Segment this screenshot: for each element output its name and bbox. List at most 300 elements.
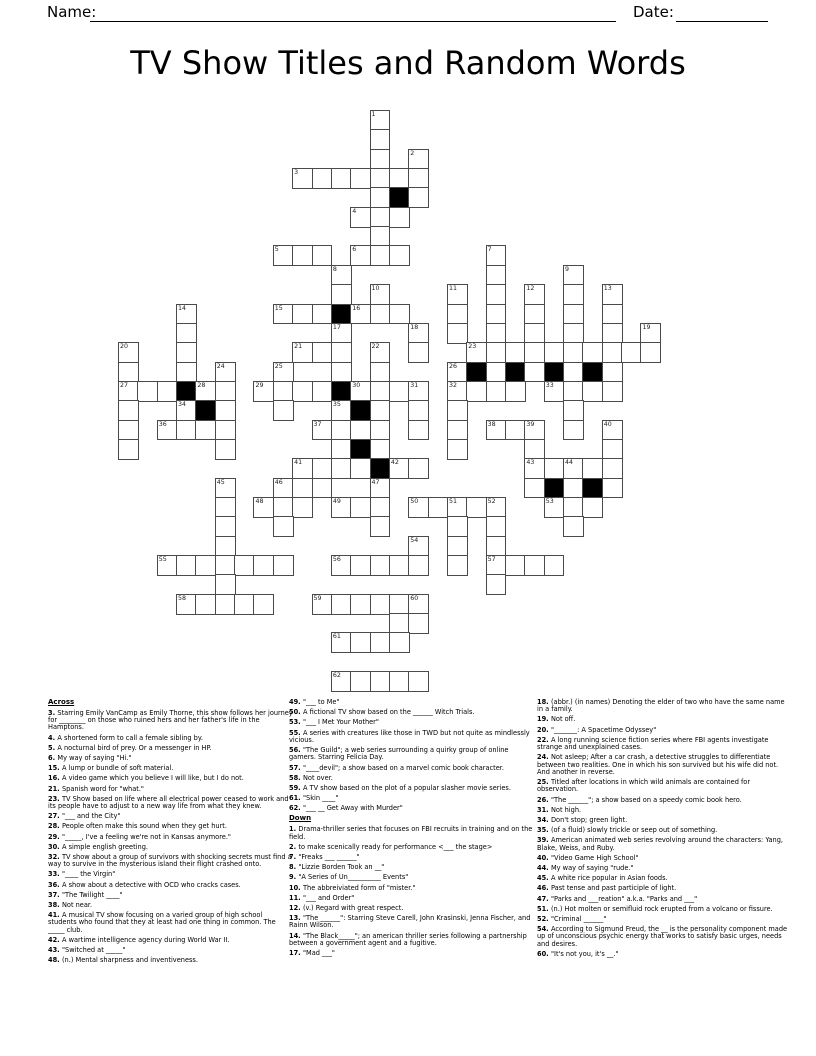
grid-cell[interactable] [389, 632, 410, 653]
down-clues-list-1 [289, 826, 533, 957]
grid-cell[interactable] [466, 381, 487, 402]
grid-cell[interactable] [176, 555, 197, 576]
cell-number: 6 [352, 246, 357, 254]
grid-cell[interactable] [486, 420, 507, 441]
cell-number: 3 [294, 169, 299, 177]
grid-cell[interactable] [350, 381, 371, 402]
grid-cell[interactable] [563, 265, 584, 286]
across-clues-list-2 [289, 699, 533, 813]
grid-cell[interactable] [331, 400, 352, 421]
grid-cell[interactable] [408, 420, 429, 441]
grid-cell[interactable] [563, 478, 584, 499]
cell-number: 27 [120, 381, 129, 389]
grid-cell[interactable] [350, 207, 371, 228]
grid-cell[interactable] [524, 323, 545, 344]
down-clue-34: 34. Don't stop; green light. [537, 815, 628, 824]
grid-cell[interactable] [408, 168, 429, 189]
grid-cell[interactable] [447, 304, 468, 325]
cell-number: 22 [371, 343, 380, 351]
grid-cell[interactable] [640, 323, 661, 344]
cell-number: 25 [274, 362, 283, 370]
grid-cell[interactable] [118, 381, 139, 402]
grid-cell[interactable] [408, 555, 429, 576]
grid-cell[interactable] [176, 323, 197, 344]
grid-cell[interactable] [447, 323, 468, 344]
grid-cell[interactable] [370, 187, 391, 208]
cell-number: 14 [178, 304, 187, 312]
grid-cell[interactable] [157, 420, 178, 441]
grid-cell[interactable] [118, 400, 139, 421]
grid-cell[interactable] [350, 555, 371, 576]
grid-cell[interactable] [602, 381, 623, 402]
grid-cell[interactable] [544, 458, 565, 479]
grid-cell[interactable] [215, 594, 236, 615]
grid-cell[interactable] [253, 497, 274, 518]
grid-cell[interactable] [370, 226, 391, 247]
grid-cell[interactable] [370, 478, 391, 499]
grid-cell[interactable] [428, 497, 449, 518]
grid-cell[interactable] [331, 594, 352, 615]
grid-cell[interactable] [621, 342, 642, 363]
grid-cell[interactable] [234, 555, 255, 576]
grid-cell[interactable] [331, 632, 352, 653]
across-clue-5: 5. A nocturnal bird of prey. Or a messenger in HP. [48, 743, 212, 752]
grid-cell[interactable] [486, 574, 507, 595]
across-clue-32: 32. TV show about a group of survivors with shocking secrets must find a way to survive in the mysterious island their flight crashed onto. [48, 852, 292, 869]
grid-cell[interactable] [176, 362, 197, 383]
grid-cell[interactable] [312, 420, 333, 441]
grid-cell-black [370, 458, 391, 479]
grid-cell[interactable] [524, 439, 545, 460]
grid-cell[interactable] [137, 381, 158, 402]
grid-cell-black [350, 439, 371, 460]
grid-cell[interactable] [176, 304, 197, 325]
down-clue-24: 24. Not asleep; After a car crash, a detective struggles to differentiate between two realities. One in which his son survived but his wife did not. And another in reverse. [537, 753, 779, 776]
cell-number: 59 [313, 594, 322, 602]
grid-cell[interactable] [447, 439, 468, 460]
grid-cell[interactable] [447, 420, 468, 441]
grid-cell[interactable] [215, 555, 236, 576]
grid-cell[interactable] [215, 497, 236, 518]
grid-cell[interactable] [195, 381, 216, 402]
grid-cell[interactable] [408, 594, 429, 615]
grid-cell[interactable] [331, 168, 352, 189]
grid-cell[interactable] [331, 671, 352, 692]
grid-cell[interactable] [447, 516, 468, 537]
grid-cell[interactable] [486, 516, 507, 537]
grid-cell[interactable] [408, 149, 429, 170]
grid-cell[interactable] [273, 400, 294, 421]
grid-cell[interactable] [312, 168, 333, 189]
grid-cell[interactable] [408, 400, 429, 421]
grid-cell[interactable] [524, 284, 545, 305]
grid-cell[interactable] [292, 168, 313, 189]
grid-cell[interactable] [215, 439, 236, 460]
cell-number: 23 [468, 343, 477, 351]
grid-cell[interactable] [602, 439, 623, 460]
grid-cell[interactable] [350, 671, 371, 692]
grid-cell[interactable] [602, 342, 623, 363]
across-clue-33: 33. "____ the Virgin" [48, 870, 116, 879]
down-clue-7: 7. "Freaks ___ ______" [289, 852, 360, 861]
down-clue-52: 52. "Criminal ______" [537, 914, 607, 923]
grid-cell[interactable] [350, 420, 371, 441]
grid-cell[interactable] [563, 497, 584, 518]
grid-cell[interactable] [215, 420, 236, 441]
grid-cell[interactable] [176, 594, 197, 615]
down-clue-19: 19. Not off. [537, 715, 576, 724]
grid-cell[interactable] [486, 342, 507, 363]
cell-number: 10 [371, 285, 380, 293]
across-clue-15: 15. A lump or bundle of soft material. [48, 764, 174, 773]
grid-cell[interactable] [524, 478, 545, 499]
cell-number: 12 [526, 285, 535, 293]
across-clue-48: 48. (n.) Mental sharpness and inventiveness. [48, 956, 198, 965]
grid-cell[interactable] [408, 323, 429, 344]
grid-cell[interactable] [582, 342, 603, 363]
grid-cell[interactable] [273, 478, 294, 499]
grid-cell[interactable] [312, 381, 333, 402]
grid-cell[interactable] [118, 420, 139, 441]
grid-cell[interactable] [370, 110, 391, 131]
grid-cell[interactable] [563, 400, 584, 421]
cell-number: 8 [332, 265, 337, 273]
down-clue-39: 39. American animated web series revolving around the characters: Yang, Blake, Weiss, and Ruby. [537, 836, 783, 852]
grid-cell[interactable] [370, 168, 391, 189]
cell-number: 39 [526, 420, 535, 428]
grid-cell[interactable] [602, 478, 623, 499]
grid-cell[interactable] [350, 594, 371, 615]
grid-cell[interactable] [118, 439, 139, 460]
grid-cell[interactable] [273, 555, 294, 576]
grid-cell[interactable] [273, 516, 294, 537]
grid-cell[interactable] [486, 536, 507, 557]
grid-cell[interactable] [195, 594, 216, 615]
grid-cell[interactable] [370, 284, 391, 305]
grid-cell[interactable] [253, 381, 274, 402]
cell-number: 11 [448, 285, 457, 293]
grid-cell[interactable] [331, 439, 352, 460]
grid-cell[interactable] [370, 439, 391, 460]
grid-cell[interactable] [389, 555, 410, 576]
grid-cell[interactable] [486, 245, 507, 266]
grid-cell[interactable] [215, 400, 236, 421]
grid-cell[interactable] [447, 284, 468, 305]
grid-cell[interactable] [312, 594, 333, 615]
across-clue-61: 61. "Skin ____" [289, 794, 339, 803]
grid-cell[interactable] [234, 594, 255, 615]
cell-number: 26 [448, 362, 457, 370]
grid-cell[interactable] [544, 555, 565, 576]
down-clue-8: 8. "Lizzie Borden Took an __" [289, 863, 385, 872]
grid-cell[interactable] [486, 284, 507, 305]
grid-cell[interactable] [370, 516, 391, 537]
grid-cell[interactable] [563, 420, 584, 441]
grid-cell[interactable] [408, 536, 429, 557]
grid-cell[interactable] [602, 304, 623, 325]
cell-number: 15 [274, 304, 283, 312]
cell-number: 24 [216, 362, 225, 370]
grid-cell[interactable] [408, 497, 429, 518]
grid-cell[interactable] [602, 458, 623, 479]
across-clue-49: 49. "___ to Me" [289, 698, 340, 706]
grid-cell[interactable] [408, 187, 429, 208]
grid-cell[interactable] [350, 497, 371, 518]
grid-cell[interactable] [370, 207, 391, 228]
grid-cell[interactable] [312, 458, 333, 479]
grid-cell[interactable] [466, 497, 487, 518]
across-clue-23: 23. TV Show based on life where all electrical power ceased to work and its people have to adjust to a new way life from what they knew. [48, 794, 289, 810]
grid-cell[interactable] [505, 381, 526, 402]
grid-cell[interactable] [544, 381, 565, 402]
cell-number: 30 [352, 381, 361, 389]
cell-number: 43 [526, 459, 535, 467]
grid-cell[interactable] [350, 458, 371, 479]
grid-cell[interactable] [447, 400, 468, 421]
down-clue-14: 14. "The Black_____"; an american thriller series following a partnership between a government agent and a fugitive. [289, 931, 527, 947]
grid-cell[interactable] [544, 342, 565, 363]
grid-cell[interactable] [331, 323, 352, 344]
grid-cell[interactable] [312, 245, 333, 266]
grid-cell[interactable] [370, 129, 391, 150]
grid-cell[interactable] [370, 594, 391, 615]
cell-number: 57 [487, 556, 496, 564]
grid-cell[interactable] [408, 671, 429, 692]
grid-cell[interactable] [563, 362, 584, 383]
grid-cell[interactable] [640, 342, 661, 363]
grid-cell[interactable] [273, 362, 294, 383]
cell-number: 31 [410, 381, 419, 389]
grid-cell[interactable] [370, 671, 391, 692]
grid-cell[interactable] [331, 458, 352, 479]
grid-cell[interactable] [408, 342, 429, 363]
cell-number: 5 [274, 246, 279, 254]
cell-number: 42 [390, 459, 399, 467]
grid-cell[interactable] [292, 342, 313, 363]
grid-cell[interactable] [389, 613, 410, 634]
grid-cell[interactable] [292, 245, 313, 266]
grid-cell-black [544, 478, 565, 499]
grid-cell[interactable] [215, 381, 236, 402]
down-clue-17: 17. "Mad ___" [289, 949, 335, 958]
grid-cell[interactable] [447, 362, 468, 383]
grid-cell[interactable] [215, 516, 236, 537]
grid-cell[interactable] [370, 304, 391, 325]
grid-cell[interactable] [370, 420, 391, 441]
cell-number: 46 [274, 478, 283, 486]
grid-cell-black [350, 400, 371, 421]
grid-cell[interactable] [524, 555, 545, 576]
grid-cell[interactable] [331, 362, 352, 383]
grid-cell[interactable] [524, 458, 545, 479]
grid-cell[interactable] [486, 555, 507, 576]
grid-cell[interactable] [466, 342, 487, 363]
grid-cell[interactable] [370, 149, 391, 170]
grid-cell[interactable] [563, 458, 584, 479]
grid-cell[interactable] [370, 555, 391, 576]
clues-column-down [537, 699, 790, 961]
grid-cell[interactable] [370, 362, 391, 383]
grid-cell[interactable] [602, 362, 623, 383]
name-label: Name: [47, 3, 97, 21]
grid-cell[interactable] [389, 381, 410, 402]
grid-cell[interactable] [602, 284, 623, 305]
grid-cell[interactable] [157, 555, 178, 576]
grid-cell[interactable] [176, 400, 197, 421]
grid-cell[interactable] [524, 304, 545, 325]
grid-cell[interactable] [350, 168, 371, 189]
grid-cell[interactable] [312, 304, 333, 325]
grid-cell[interactable] [505, 555, 526, 576]
grid-cell[interactable] [215, 362, 236, 383]
grid-cell[interactable] [389, 594, 410, 615]
grid-cell[interactable] [505, 420, 526, 441]
grid-cell[interactable] [408, 458, 429, 479]
across-clue-50: 50. A fictional TV show based on the ______ Witch Trials. [289, 708, 475, 717]
grid-cell[interactable] [331, 420, 352, 441]
cell-number: 36 [158, 420, 167, 428]
grid-cell[interactable] [370, 381, 391, 402]
grid-cell[interactable] [215, 478, 236, 499]
grid-cell[interactable] [524, 362, 545, 383]
grid-cell[interactable] [312, 478, 333, 499]
grid-cell[interactable] [370, 497, 391, 518]
across-clue-55: 55. A series with creatures like those in TWD but not quite as mindlessly vicious. [289, 728, 530, 744]
grid-cell-black [331, 381, 352, 402]
grid-cell[interactable] [389, 168, 410, 189]
grid-cell[interactable] [563, 284, 584, 305]
grid-cell[interactable] [544, 497, 565, 518]
grid-cell[interactable] [408, 613, 429, 634]
down-clue-31: 31. Not high. [537, 805, 582, 814]
across-clue-56: 56. "The Guild"; a web series surrounding a quirky group of online gamers. Starring Felicia Day. [289, 746, 509, 762]
cell-number: 37 [313, 420, 322, 428]
cell-number: 55 [158, 556, 167, 564]
grid-cell[interactable] [157, 381, 178, 402]
grid-cell[interactable] [582, 458, 603, 479]
grid-cell[interactable] [563, 342, 584, 363]
cell-number: 13 [603, 285, 612, 293]
grid-cell[interactable] [447, 381, 468, 402]
grid-cell[interactable] [273, 245, 294, 266]
grid-cell[interactable] [331, 265, 352, 286]
grid-cell[interactable] [563, 516, 584, 537]
grid-cell[interactable] [370, 632, 391, 653]
grid-cell[interactable] [389, 245, 410, 266]
cell-number: 2 [410, 149, 415, 157]
grid-cell[interactable] [370, 400, 391, 421]
grid-cell[interactable] [563, 304, 584, 325]
cell-number: 44 [565, 459, 574, 467]
grid-cell[interactable] [331, 342, 352, 363]
grid-cell[interactable] [292, 478, 313, 499]
grid-cell[interactable] [486, 304, 507, 325]
across-clue-16: 16. A video game which you believe I will like, but I do not. [48, 774, 244, 783]
grid-cell[interactable] [331, 555, 352, 576]
grid-cell[interactable] [447, 497, 468, 518]
grid-cell[interactable] [195, 420, 216, 441]
grid-cell[interactable] [253, 594, 274, 615]
grid-cell[interactable] [486, 381, 507, 402]
grid-cell[interactable] [292, 381, 313, 402]
grid-cell[interactable] [292, 304, 313, 325]
grid-cell[interactable] [447, 536, 468, 557]
grid-cell[interactable] [563, 323, 584, 344]
grid-cell[interactable] [331, 497, 352, 518]
across-clue-27: 27. "___ and the City" [48, 812, 121, 821]
grid-cell[interactable] [176, 420, 197, 441]
down-clue-60: 60. "It's not you, it's __." [537, 949, 619, 958]
grid-cell[interactable] [582, 497, 603, 518]
grid-cell[interactable] [524, 342, 545, 363]
grid-cell[interactable] [273, 381, 294, 402]
grid-cell-black [582, 362, 603, 383]
grid-cell[interactable] [312, 342, 333, 363]
grid-cell[interactable] [602, 420, 623, 441]
grid-cell[interactable] [370, 342, 391, 363]
grid-cell[interactable] [331, 284, 352, 305]
grid-cell[interactable] [350, 245, 371, 266]
grid-cell[interactable] [486, 323, 507, 344]
grid-cell-black [389, 187, 410, 208]
grid-cell[interactable] [602, 323, 623, 344]
down-clue-45: 45. A white rice popular in Asian foods. [537, 874, 668, 883]
grid-cell[interactable] [176, 342, 197, 363]
cell-number: 33 [545, 381, 554, 389]
grid-cell[interactable] [195, 555, 216, 576]
grid-cell[interactable] [118, 362, 139, 383]
grid-cell[interactable] [486, 362, 507, 383]
grid-cell[interactable] [582, 381, 603, 402]
down-clue-12: 12. (v.) Regard with great respect. [289, 903, 404, 912]
grid-cell[interactable] [253, 555, 274, 576]
across-clue-21: 21. Spanish word for "what." [48, 784, 144, 793]
grid-cell[interactable] [370, 245, 391, 266]
grid-cell[interactable] [292, 458, 313, 479]
grid-cell[interactable] [273, 497, 294, 518]
across-clue-42: 42. A wartime intelligence agency during World War II. [48, 935, 230, 944]
grid-cell-black [582, 478, 603, 499]
cell-number: 20 [120, 343, 129, 351]
cell-number: 61 [332, 633, 341, 641]
grid-cell[interactable] [505, 342, 526, 363]
cell-number: 54 [410, 536, 419, 544]
cell-number: 28 [197, 381, 206, 389]
grid-cell[interactable] [389, 207, 410, 228]
grid-cell[interactable] [563, 381, 584, 402]
grid-cell[interactable] [215, 536, 236, 557]
cell-number: 32 [448, 381, 457, 389]
grid-cell[interactable] [389, 304, 410, 325]
cell-number: 47 [371, 478, 380, 486]
grid-cell[interactable] [292, 497, 313, 518]
grid-cell[interactable] [447, 555, 468, 576]
grid-cell[interactable] [350, 632, 371, 653]
grid-cell[interactable] [215, 574, 236, 595]
grid-cell[interactable] [408, 381, 429, 402]
grid-cell[interactable] [118, 342, 139, 363]
grid-cell[interactable] [350, 304, 371, 325]
grid-cell[interactable] [389, 458, 410, 479]
grid-cell[interactable] [524, 420, 545, 441]
grid-cell[interactable] [389, 671, 410, 692]
cell-number: 18 [410, 323, 419, 331]
grid-cell[interactable] [486, 265, 507, 286]
cell-number: 19 [642, 323, 651, 331]
cell-number: 49 [332, 498, 341, 505]
grid-cell[interactable] [486, 497, 507, 518]
grid-cell[interactable] [273, 304, 294, 325]
